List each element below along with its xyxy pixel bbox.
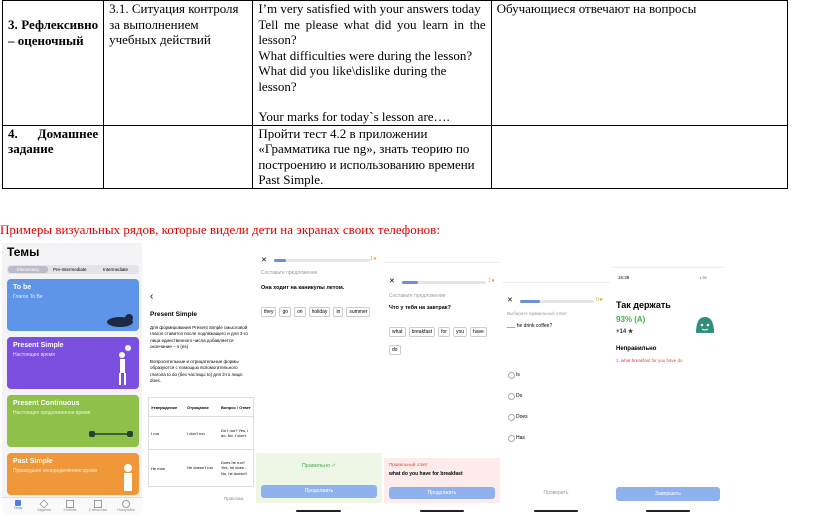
- table-cell: I run: [151, 430, 160, 436]
- header-cell: Вопрос / Ответ: [221, 404, 251, 410]
- chart-icon: [94, 500, 102, 508]
- topics-title: Темы: [7, 245, 40, 259]
- teacher-cell: [253, 1, 491, 126]
- caption: Примеры визуальных рядов, которые видели дети на экранах своих телефонов:: [0, 222, 440, 237]
- topic-card-present-continuous[interactable]: [7, 395, 139, 447]
- phone-screen-theory: [144, 243, 254, 515]
- tab-label: Настройки: [117, 508, 135, 512]
- score-value: 1: [488, 278, 491, 284]
- card-subtitle: Глагол To Be: [13, 294, 43, 300]
- word-chip[interactable]: they: [261, 307, 276, 317]
- progress-bar: [520, 300, 594, 303]
- card-subtitle: Настоящее время: [13, 352, 55, 358]
- students-text: Обучающиеся отвечают на вопросы: [496, 1, 697, 16]
- status-time: 16:39: [618, 275, 630, 280]
- stage-cell: [3, 1, 104, 126]
- table-row: [3, 1, 788, 126]
- result-points: +14 ★: [616, 329, 634, 335]
- home-indicator: [420, 510, 464, 512]
- tab-topics[interactable]: [9, 500, 27, 510]
- sleeping-cat-illustration-icon: [105, 311, 135, 327]
- score-counter: 1★: [370, 256, 378, 262]
- task-label: Составьте предложение: [261, 270, 318, 276]
- teacher-line: What did you like\dislike during the lesson?: [258, 63, 447, 94]
- table-row: [3, 125, 788, 188]
- radio-icon: [508, 372, 515, 379]
- lesson-plan-table: [2, 0, 788, 189]
- teacher-line-blank: [258, 94, 485, 109]
- segment-elementary[interactable]: Elementary: [8, 266, 48, 273]
- progress-bar: [402, 281, 486, 284]
- tab-settings[interactable]: [116, 500, 136, 512]
- continue-button[interactable]: Продолжить: [261, 485, 377, 498]
- word-chip[interactable]: on: [294, 307, 306, 317]
- answer-option[interactable]: [502, 389, 610, 403]
- word-bank: [389, 320, 500, 356]
- word-chip[interactable]: you: [453, 327, 467, 337]
- phone-screen-compose: [256, 243, 382, 515]
- teacher-cell: [253, 125, 491, 188]
- task-label: Составьте предложение: [389, 293, 446, 299]
- phone-screen-topics: [2, 243, 142, 515]
- phone-screen-breakfast: [384, 243, 500, 515]
- continue-button[interactable]: Продолжить: [389, 487, 495, 499]
- progress-fill: [274, 259, 286, 262]
- home-indicator: [534, 510, 578, 512]
- answer-label: Правильный ответ: [389, 462, 428, 467]
- tab-textbook[interactable]: [61, 500, 79, 512]
- situation-text: 3.1. Ситуация контроля за выполнением учебных действий: [109, 1, 239, 47]
- gear-icon: [122, 500, 130, 508]
- result-title: Так держать: [616, 300, 671, 310]
- wrong-item: 1. what breakfast for you have do: [616, 358, 683, 363]
- tab-label: Задания: [37, 508, 51, 512]
- word-chip[interactable]: have: [470, 327, 487, 337]
- card-title: Past Simple: [13, 458, 53, 465]
- close-icon[interactable]: ✕: [261, 257, 267, 264]
- theory-table: [148, 397, 254, 487]
- answer-option[interactable]: [502, 431, 610, 445]
- home-indicator: [296, 510, 341, 512]
- score-counter: 1★: [488, 278, 496, 284]
- word-chip[interactable]: do: [389, 345, 401, 355]
- table-cell: He doesn't run: [187, 465, 213, 471]
- phone-screen-result: [612, 243, 724, 515]
- headphones-illustration-icon: [89, 429, 133, 439]
- finish-button[interactable]: Завершить: [616, 487, 720, 501]
- topic-card-present-simple[interactable]: [7, 337, 139, 389]
- table-cell: Does he run? Yes, he does - No, he doesn't.: [221, 459, 248, 476]
- progress-fill: [520, 300, 540, 303]
- stage-text: 4. Домашнее задание: [8, 125, 99, 156]
- tab-bar: [2, 497, 142, 515]
- word-chip[interactable]: in: [333, 307, 343, 317]
- situation-cell: [104, 1, 253, 126]
- segment-pre-intermediate[interactable]: Pre-Intermediate: [53, 267, 87, 272]
- option-label: Is: [516, 372, 520, 378]
- question-text: Что у тебя на завтрак?: [389, 305, 451, 311]
- status-network: LTE: [700, 275, 708, 280]
- card-subtitle: Прошедшее неопределённое время: [13, 468, 98, 474]
- answer-option[interactable]: [502, 410, 610, 424]
- theory-table-header: [149, 398, 253, 417]
- answer-option[interactable]: [502, 368, 610, 382]
- option-label: Does: [516, 414, 528, 420]
- theory-paragraph: Для формирования Present Simple смысловой глагол ставится после подлежащего и для 3-го лица единственного числа добавляется окончание – s (es): [150, 325, 248, 349]
- home-indicator: [646, 510, 690, 512]
- close-icon[interactable]: ✕: [507, 297, 513, 304]
- tab-label: Темы: [13, 506, 23, 510]
- students-cell: [491, 1, 787, 126]
- table-cell: Do I run? Yes, I do. No, I don't.: [221, 427, 249, 438]
- tab-statistics[interactable]: [88, 500, 108, 512]
- situation-cell: [104, 125, 253, 188]
- segment-intermediate[interactable]: Intermediate: [103, 267, 129, 272]
- score-counter: 0★: [596, 297, 604, 303]
- question-text: ___ he drink coffee?: [507, 323, 553, 329]
- back-icon[interactable]: ‹: [150, 291, 154, 302]
- stage-text: 3. Рефлексивно – оценочный: [8, 17, 99, 48]
- phone-screen-choose: [502, 243, 610, 515]
- topic-card-past-simple[interactable]: [7, 453, 139, 495]
- teacher-line: I’m very satisfied with your answers today: [258, 1, 481, 16]
- teacher-line: What difficulties were during the lesson?: [258, 47, 473, 63]
- tab-tasks[interactable]: [35, 500, 53, 512]
- wrong-label: Неправильно: [616, 346, 657, 352]
- radio-icon: [508, 414, 515, 421]
- book-icon: [66, 500, 74, 508]
- word-chip[interactable]: summer: [346, 307, 370, 317]
- card-title: To be: [13, 284, 32, 291]
- person-illustration-icon: [121, 463, 135, 493]
- word-chip[interactable]: what: [389, 327, 406, 337]
- task-label: Выберите правильный ответ: [507, 311, 568, 316]
- option-label: Do: [516, 393, 523, 399]
- card-subtitle: Настоящее продолженное время: [13, 410, 91, 416]
- word-bank: [261, 300, 373, 318]
- close-icon[interactable]: ✕: [389, 278, 395, 285]
- progress-bar: [274, 259, 370, 262]
- basketball-player-illustration-icon: [111, 343, 133, 387]
- topic-card-to-be[interactable]: [7, 279, 139, 331]
- table-row: [149, 417, 253, 450]
- score-value: 1: [370, 256, 373, 262]
- theory-title: Present Simple: [150, 311, 197, 318]
- mascot-icon: [694, 315, 716, 335]
- score-value: 0: [596, 297, 599, 303]
- theory-paragraph: Вопросительные и отрицательные формы образуются с помощью вспомогательного глагола to do (без частицы to) для 3-го лица: does.: [150, 359, 243, 383]
- correct-answer: what do you have for breakfast: [389, 471, 463, 477]
- word-chip[interactable]: for: [438, 327, 450, 337]
- teacher-line: Пройти тест 4.2 в приложении «Грамматика rue ng», знать теорию по построению и использованию времени Past Simple.: [258, 125, 475, 187]
- correct-label: Правильно ✓: [301, 463, 337, 469]
- progress-fill: [402, 281, 418, 284]
- table-row: [149, 450, 253, 486]
- teacher-line: Tell me please what did you learn in the lesson?: [258, 16, 486, 47]
- word-chip[interactable]: breakfast: [409, 327, 436, 337]
- tab-label: Учебник: [63, 508, 77, 512]
- teacher-line: Your marks for today`s lesson are….: [258, 109, 450, 124]
- word-chip[interactable]: go: [279, 307, 291, 317]
- card-title: Present Simple: [13, 342, 64, 349]
- table-cell: I don't run: [187, 430, 205, 436]
- card-title: Present Continuous: [13, 400, 80, 407]
- radio-icon: [508, 393, 515, 400]
- radio-icon: [508, 435, 515, 442]
- option-label: Has: [516, 435, 525, 441]
- result-percent: 93% (A): [616, 315, 646, 324]
- question-text: Она ходит на каникулы летом.: [261, 285, 345, 291]
- tab-label: Статистика: [88, 508, 108, 512]
- practice-link[interactable]: Практика: [224, 496, 244, 501]
- word-chip[interactable]: holiday: [309, 307, 331, 317]
- header-cell: Отрицание: [187, 404, 209, 410]
- level-segmented-control[interactable]: [7, 265, 139, 274]
- stage-cell: [3, 125, 104, 188]
- students-cell: [491, 125, 787, 188]
- table-cell: He runs: [151, 465, 166, 471]
- header-cell: Утверждение: [151, 404, 178, 410]
- check-button[interactable]: Проверить: [543, 490, 569, 496]
